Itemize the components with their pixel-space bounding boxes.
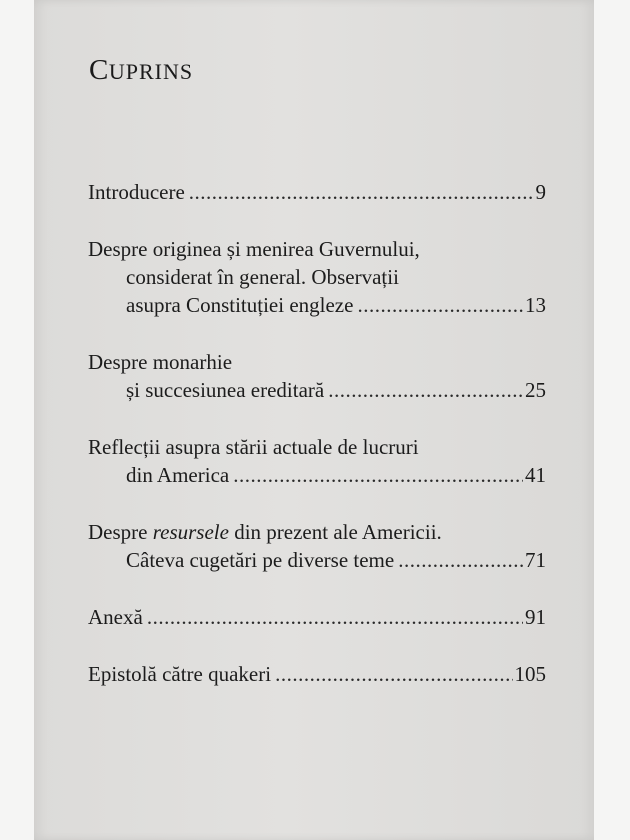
toc-entry-reflectii — [88, 433, 546, 489]
title-text: din prezent ale Americii. — [228, 520, 442, 544]
toc-entry-title-continued: Câteva cugetări pe diverse teme — [126, 548, 395, 572]
toc-entry-title-continued: asupra Constituției engleze — [126, 293, 354, 317]
toc-entry-introducere — [88, 178, 546, 206]
toc-entry-title: Despre originea și menirea Guvernului, — [88, 237, 420, 261]
page-title — [89, 54, 193, 87]
toc-page-number: 41 — [525, 463, 546, 487]
toc-line — [88, 376, 546, 404]
toc-entry-resursele — [88, 518, 546, 574]
toc-line — [88, 291, 546, 319]
toc-line — [88, 518, 546, 546]
dot-leader — [189, 178, 534, 206]
toc-entry-title: Introducere — [88, 180, 185, 204]
toc-page-number: 9 — [535, 180, 546, 204]
toc-page-number: 105 — [514, 662, 546, 686]
dot-leader — [328, 376, 523, 404]
toc-entry-epistola — [88, 660, 546, 688]
title-italic-text: resursele — [152, 520, 229, 544]
dot-leader — [275, 660, 512, 688]
toc-line — [88, 348, 546, 376]
toc-entry-title: Anexă — [88, 605, 143, 629]
toc-line — [88, 433, 546, 461]
toc-entry-title — [88, 518, 442, 546]
toc-line — [88, 235, 546, 263]
toc-page-number: 71 — [525, 548, 546, 572]
book-page — [34, 0, 594, 840]
toc-entry-title-continued: considerat în general. Observații — [126, 265, 399, 289]
toc-entry-monarhie — [88, 348, 546, 404]
title-text: Despre — [88, 520, 153, 544]
toc-entry-title-continued: din America — [126, 463, 230, 487]
title-first-letter: C — [89, 54, 109, 86]
toc-entry-anexa — [88, 603, 546, 631]
toc-page-number: 13 — [525, 293, 546, 317]
toc-page-number: 25 — [525, 378, 546, 402]
dot-leader — [357, 291, 523, 319]
title-rest: UPRINS — [108, 59, 194, 84]
toc-entry-title: Epistolă către quakeri — [88, 662, 272, 686]
toc-entry-title: Reflecții asupra stării actuale de lucruri — [88, 435, 419, 459]
toc-line — [88, 660, 546, 688]
dot-leader — [233, 461, 523, 489]
toc-page-number: 91 — [525, 605, 546, 629]
table-of-contents — [88, 178, 546, 717]
toc-line — [88, 263, 546, 291]
toc-entry-originea-guvernului — [88, 235, 546, 319]
toc-line — [88, 603, 546, 631]
toc-line — [88, 546, 546, 574]
toc-entry-title-continued: și succesiunea ereditară — [126, 378, 325, 402]
dot-leader — [147, 603, 523, 631]
toc-entry-title: Despre monarhie — [88, 350, 233, 374]
toc-line — [88, 178, 546, 206]
dot-leader — [398, 546, 523, 574]
toc-line — [88, 461, 546, 489]
